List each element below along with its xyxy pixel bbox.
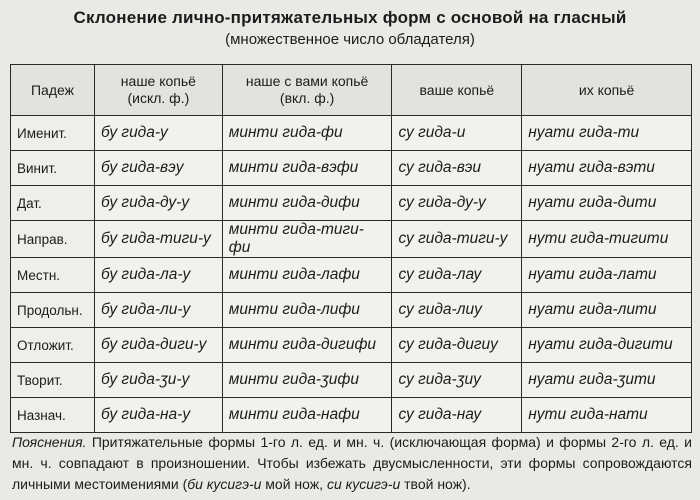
- header-your: ваше копьё: [392, 65, 522, 116]
- form-their: нуати гида-лати: [522, 258, 692, 293]
- form-their: нути гида-тигити: [522, 221, 692, 258]
- table-row: [11, 151, 692, 186]
- form-your: су гида-лау: [392, 258, 522, 293]
- page-subtitle: (множественное число обладателя): [225, 31, 475, 48]
- header-case: Падеж: [11, 65, 95, 116]
- table-row: [11, 398, 692, 433]
- form-their: нуати гида-лити: [522, 293, 692, 328]
- case-cell: Отложит.: [11, 328, 95, 363]
- header-their: их копьё: [522, 65, 692, 116]
- header-our-exclusive-label: наше копьё: [120, 73, 196, 89]
- declension-table: [10, 64, 692, 433]
- form-your: су гида-и: [392, 116, 522, 151]
- form-our-inclusive: минти гида-лафи: [222, 258, 392, 293]
- table-row: [11, 221, 692, 258]
- header-our-exclusive-note: (искл. ф.): [127, 90, 190, 106]
- form-their: нуати гида-дигити: [522, 328, 692, 363]
- case-cell: Местн.: [11, 258, 95, 293]
- case-cell: Назнач.: [11, 398, 95, 433]
- case-cell: Творит.: [11, 363, 95, 398]
- form-your: су гида-дигиу: [392, 328, 522, 363]
- form-your: су гида-вэи: [392, 151, 522, 186]
- form-your: су гида-ӡиу: [392, 363, 522, 398]
- form-our-exclusive: бу гида-ду-у: [94, 186, 222, 221]
- table-row: [11, 258, 692, 293]
- case-cell: Направ.: [11, 221, 95, 258]
- form-our-exclusive: бу гида-вэу: [94, 151, 222, 186]
- note-text-3: твой нож).: [400, 476, 471, 492]
- form-our-exclusive: бу гида-ӡи-у: [94, 363, 222, 398]
- form-our-exclusive: бу гида-на-у: [94, 398, 222, 433]
- form-their: нути гида-нати: [522, 398, 692, 433]
- header-our-inclusive-label: наше с вами копьё: [245, 73, 369, 89]
- form-your: су гида-лиу: [392, 293, 522, 328]
- note-text-2: мой нож,: [261, 476, 327, 492]
- form-their: нуати гида-ӡити: [522, 363, 692, 398]
- form-our-inclusive: минти гида-дигифи: [222, 328, 392, 363]
- note-example-1: би кусигэ-и: [187, 476, 262, 492]
- table-row: [11, 363, 692, 398]
- form-their: нуати гида-дити: [522, 186, 692, 221]
- note-lead: Пояснения.: [12, 434, 87, 450]
- note-example-2: си кусигэ-и: [326, 476, 401, 492]
- form-our-inclusive: минти гида-нафи: [222, 398, 392, 433]
- form-our-inclusive: минти гида-тиги-фи: [222, 221, 392, 258]
- table-header-row: [11, 65, 692, 116]
- form-your: су гида-тиги-у: [392, 221, 522, 258]
- form-our-exclusive: бу гида-у: [94, 116, 222, 151]
- header-our-inclusive: [222, 65, 392, 116]
- form-our-exclusive: бу гида-ла-у: [94, 258, 222, 293]
- case-cell: Продольн.: [11, 293, 95, 328]
- form-our-exclusive: бу гида-ли-у: [94, 293, 222, 328]
- form-your: су гида-нау: [392, 398, 522, 433]
- form-their: нуати гида-вэти: [522, 151, 692, 186]
- table-row: [11, 186, 692, 221]
- case-cell: Винит.: [11, 151, 95, 186]
- form-our-exclusive: бу гида-диги-у: [94, 328, 222, 363]
- page-title: Склонение лично-притяжательных форм с основой на гласный: [73, 8, 627, 27]
- case-cell: Дат.: [11, 186, 95, 221]
- note-text-1: Притяжательные формы 1-го л. ед. и мн. ч. (исключающая форма) и формы 2-го л. ед. и мн. ч. совпадают в произношении. Чтобы избежать двусмысленности, эти формы сопровождаются личными местоимениями (: [12, 434, 692, 492]
- form-our-inclusive: минти гида-вэфи: [222, 151, 392, 186]
- form-our-inclusive: минти гида-ӡифи: [222, 363, 392, 398]
- table-row: [11, 116, 692, 151]
- form-their: нуати гида-ти: [522, 116, 692, 151]
- explanation-note: [12, 432, 692, 495]
- form-our-inclusive: минти гида-фи: [222, 116, 392, 151]
- table-row: [11, 328, 692, 363]
- form-our-inclusive: минти гида-лифи: [222, 293, 392, 328]
- table-row: [11, 293, 692, 328]
- form-our-exclusive: бу гида-тиги-у: [94, 221, 222, 258]
- case-cell: Именит.: [11, 116, 95, 151]
- header-our-inclusive-note: (вкл. ф.): [279, 90, 335, 106]
- form-your: су гида-ду-у: [392, 186, 522, 221]
- header-our-exclusive: [94, 65, 222, 116]
- form-our-inclusive: минти гида-дифи: [222, 186, 392, 221]
